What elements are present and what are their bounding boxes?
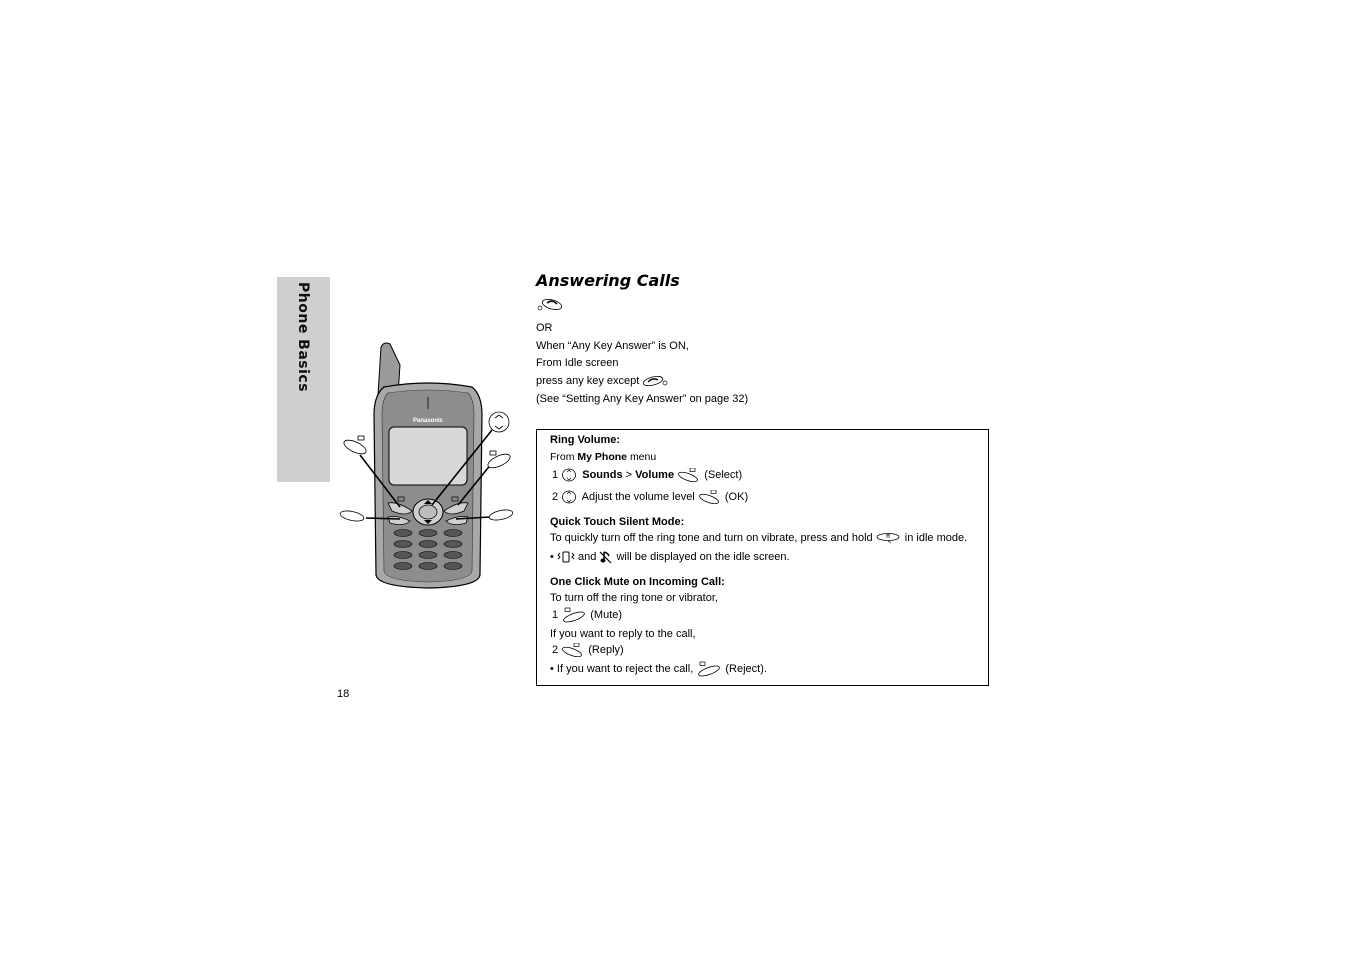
soft-key-right-icon (698, 490, 722, 504)
from-menu: My Phone (577, 451, 628, 463)
mute-step-2 (552, 643, 624, 657)
bullet: • (550, 550, 554, 563)
silent-mode-bullet (550, 550, 790, 564)
navigation-key-icon (561, 490, 579, 504)
silent-mode-text (550, 532, 967, 544)
page-number: 18 (337, 688, 350, 700)
tips-box (536, 429, 989, 686)
silent-mode-heading: Quick Touch Silent Mode: (550, 516, 685, 528)
phone-brand-label: Panasonic (412, 418, 444, 424)
intro-line-3-text: press any key except (536, 375, 640, 387)
and-text: and (577, 550, 597, 563)
mute-text: To turn off the ring tone or vibrator, (550, 592, 718, 604)
section-tab (277, 277, 330, 482)
reject-line (550, 661, 767, 677)
end-key-icon (642, 375, 668, 387)
from-suffix: menu (629, 451, 657, 463)
from-prefix: From (550, 451, 575, 463)
sounds-menu-label: Sounds (582, 468, 623, 481)
ring-volume-step-2 (552, 490, 748, 504)
soft-key-left-icon (696, 661, 722, 677)
reject-text: • If you want to reject the call, (550, 662, 694, 675)
mute-heading: One Click Mute on Incoming Call: (550, 576, 725, 588)
step-number: 1 (552, 468, 559, 481)
reply-text: If you want to reply to the call, (550, 628, 696, 640)
intro-line-2: From Idle screen (536, 357, 619, 369)
step-number: 2 (552, 643, 559, 656)
intro-line-4: (See “Setting Any Key Answer” on page 32) (536, 393, 749, 405)
silent-mode-text-a: To quickly turn off the ring tone and turn on vibrate, press and hold (550, 532, 873, 544)
intro-line-3 (536, 375, 668, 387)
send-key-icon (537, 298, 563, 311)
intro-line-1: When “Any Key Answer” is ON, (536, 340, 689, 352)
adjust-volume-text: Adjust the volume level (581, 490, 695, 503)
ring-volume-heading: Ring Volume: (550, 434, 621, 446)
phone-illustration (332, 335, 527, 597)
step-number: 1 (552, 608, 559, 621)
select-action: (Select) (704, 468, 743, 481)
soft-key-right-icon (561, 643, 585, 657)
vibrate-icon (557, 550, 575, 564)
silent-mode-text-b: in idle mode. (904, 532, 968, 544)
ok-action: (OK) (724, 490, 749, 503)
ring-volume-step-1 (552, 468, 742, 482)
mute-step-1 (552, 607, 622, 623)
soft-key-left-icon (561, 607, 587, 623)
menu-separator: > (625, 468, 633, 481)
silent-mode-tail: will be displayed on the idle screen. (616, 550, 790, 563)
mute-action: (Mute) (590, 608, 623, 621)
section-tab-label: Phone Basics (295, 282, 311, 393)
page-title: Answering Calls (536, 271, 680, 290)
reply-action: (Reply) (588, 643, 624, 656)
step-number: 2 (552, 490, 559, 503)
ring-volume-from (550, 451, 656, 463)
soft-key-right-icon (677, 468, 701, 482)
hash-key-icon (876, 532, 902, 544)
navigation-key-icon (561, 468, 579, 482)
reject-action: (Reject). (725, 662, 767, 675)
volume-menu-label: Volume (635, 468, 675, 481)
intro-or: OR (536, 322, 553, 334)
ringer-off-icon (599, 550, 613, 564)
